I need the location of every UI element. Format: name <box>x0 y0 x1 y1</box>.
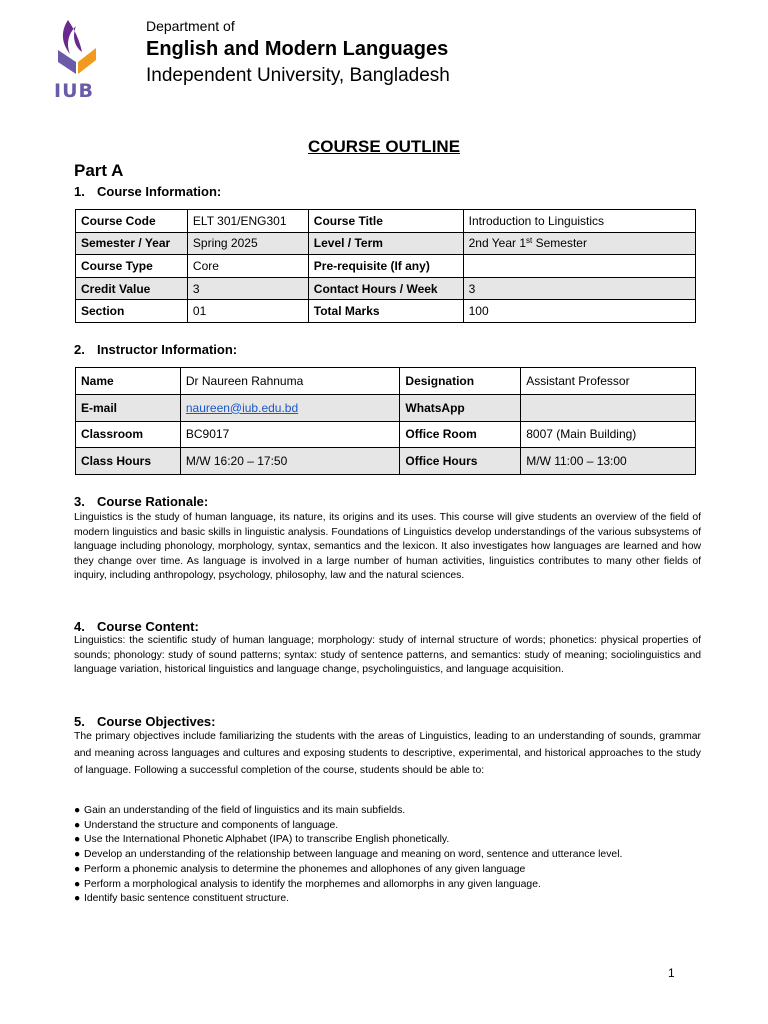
table-cell-label: Class Hours <box>76 448 181 475</box>
table-cell-value <box>463 255 695 278</box>
page-header <box>54 14 714 104</box>
table-row <box>76 277 696 300</box>
table-cell-label: Section <box>76 300 188 323</box>
table-cell-label: Course Type <box>76 255 188 278</box>
table-row <box>76 300 696 323</box>
bullet-icon: ● <box>74 893 81 905</box>
table-cell-value: Introduction to Linguistics <box>463 210 695 233</box>
table-row <box>76 394 696 421</box>
table-cell-value: 3 <box>187 277 308 300</box>
section-heading-rationale <box>74 494 208 509</box>
level-text-suffix: Semester <box>532 236 587 251</box>
table-cell-value: 100 <box>463 300 695 323</box>
instructor-info-table <box>75 367 696 475</box>
table-cell-label: Course Title <box>308 210 463 233</box>
table-cell-label: WhatsApp <box>400 394 521 421</box>
table-row <box>76 421 696 448</box>
university-name: Independent University, Bangladesh <box>146 65 450 86</box>
list-item-text: Perform a morphological analysis to identify the morphemes and allomorphs in any given language. <box>84 878 541 890</box>
section-title: Course Information: <box>97 184 222 199</box>
table-cell-value: Core <box>187 255 308 278</box>
table-cell-value: 3 <box>463 277 695 300</box>
table-cell-label: Semester / Year <box>76 232 188 255</box>
section-heading-instructor-info <box>74 342 237 357</box>
course-info-table <box>75 209 696 323</box>
section-title: Instructor Information: <box>97 342 238 357</box>
table-cell-label: Classroom <box>76 421 181 448</box>
table-cell-value <box>521 394 696 421</box>
list-item <box>74 892 714 907</box>
level-text: 2nd Year 1 <box>468 236 527 251</box>
list-item <box>74 833 714 848</box>
table-row <box>76 448 696 475</box>
table-row <box>76 232 696 255</box>
table-cell-label: Office Room <box>400 421 521 448</box>
content-paragraph: Linguistics: the scientific study of human language; morphology: study of internal structure of words; phonetics: physical properties of sounds; phonology: study of sound patterns; syntax: study of sentence patterns, and semantics: study of meaning; sociolinguistics and language variation, historical linguistics and language change, psycholinguistics, and language acquisition. <box>74 635 701 676</box>
table-row <box>76 368 696 395</box>
email-link[interactable]: naureen@iub.edu.bd <box>185 400 299 415</box>
section-number: 2. <box>74 342 85 357</box>
bullet-icon: ● <box>74 805 81 816</box>
section-title: Course Objectives: <box>97 714 216 729</box>
objectives-paragraph: The primary objectives include familiarizing the students with the areas of Linguistics, leading to an understanding of sounds, grammar and meaning across languages and cultures and exposing students to descriptive, experimental, and historical approaches to the study of language. Following a successful completion of the course, students should be able to: <box>74 731 701 776</box>
bullet-icon: ● <box>74 878 81 890</box>
table-cell-label: Course Code <box>76 210 188 233</box>
table-cell-label: Contact Hours / Week <box>308 277 463 300</box>
table-cell-label: Level / Term <box>308 232 463 255</box>
table-cell-value <box>463 232 695 255</box>
list-item-text: Perform a phonemic analysis to determine the phonemes and allophones of any given language <box>84 863 526 875</box>
table-cell-value: Assistant Professor <box>521 368 696 395</box>
table-cell-value: Dr Naureen Rahnuma <box>180 368 400 395</box>
section-number: 5. <box>74 714 85 729</box>
bullet-icon: ● <box>74 849 81 861</box>
table-cell-value: 01 <box>187 300 308 323</box>
page-number: 1 <box>668 966 675 980</box>
section-heading-course-info <box>74 184 221 199</box>
table-cell-value: M/W 11:00 – 13:00 <box>521 448 696 475</box>
list-item <box>74 819 714 834</box>
list-item-text: Use the International Phonetic Alphabet (IPA) to transcribe English phonetically. <box>84 834 450 846</box>
table-cell-label: Designation <box>400 368 521 395</box>
table-cell-value: 8007 (Main Building) <box>521 421 696 448</box>
section-number: 1. <box>74 184 85 199</box>
list-item <box>74 804 714 819</box>
table-row <box>76 210 696 233</box>
department-prefix: Department of <box>146 18 235 34</box>
document-title: COURSE OUTLINE <box>307 137 461 156</box>
department-name: English and Modern Languages <box>146 38 449 60</box>
section-heading-objectives <box>74 714 216 729</box>
list-item-text: Gain an understanding of the field of linguistics and its main subfields. <box>84 805 406 816</box>
logo-text: IUB <box>54 80 94 102</box>
table-cell-label: Name <box>76 368 181 395</box>
table-cell-value: ELT 301/ENG301 <box>187 210 308 233</box>
list-item <box>74 878 714 893</box>
table-cell-value: BC9017 <box>180 421 400 448</box>
section-heading-content <box>74 619 199 634</box>
section-title: Course Content: <box>97 619 199 634</box>
list-item-text: Develop an understanding of the relationship between language and meaning on word, sentence and utterance level. <box>84 849 623 861</box>
table-cell-value: M/W 16:20 – 17:50 <box>180 448 400 475</box>
table-cell-label: Office Hours <box>400 448 521 475</box>
table-cell-value: Spring 2025 <box>187 232 308 255</box>
objectives-list <box>74 804 714 907</box>
bullet-icon: ● <box>74 819 81 831</box>
table-cell-label: Pre-requisite (If any) <box>308 255 463 278</box>
table-row <box>76 255 696 278</box>
list-item-text: Understand the structure and components of language. <box>84 819 339 831</box>
level-superscript: st <box>526 236 533 246</box>
table-cell-label: Credit Value <box>76 277 188 300</box>
rationale-paragraph: Linguistics is the study of human language, its nature, its origins and its uses. This course will give students an overview of the field of modern linguistics and basic skills in linguistic analysis. Foundations of Linguistics develop understandings of the various subsystems of language including phonology, morphology, syntax, semantics and the lexicon. It also investigates how languages are learned and how they change over time. As language is involved in a large number of human activities, linguistics contributes to many other fields of inquiry, including anthropology, psychology, philosophy, law and the natural sciences. <box>74 512 701 582</box>
section-number: 3. <box>74 494 85 509</box>
bullet-icon: ● <box>74 863 81 875</box>
table-cell-label: Total Marks <box>308 300 463 323</box>
bullet-icon: ● <box>74 834 81 846</box>
section-number: 4. <box>74 619 85 634</box>
list-item <box>74 863 714 878</box>
part-heading: Part A <box>74 161 124 180</box>
table-cell-label: E-mail <box>76 394 181 421</box>
table-cell-value <box>180 394 400 421</box>
section-title: Course Rationale: <box>97 494 209 509</box>
list-item <box>74 848 714 863</box>
list-item-text: Identify basic sentence constituent structure. <box>84 893 290 905</box>
